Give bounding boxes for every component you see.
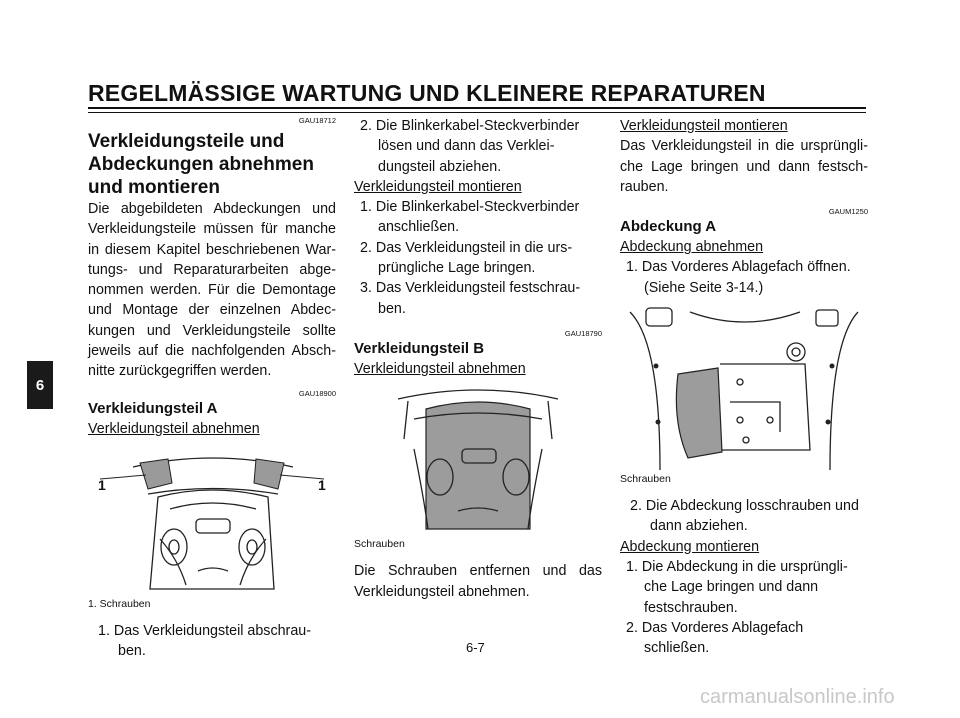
reference-code: GAU18712 bbox=[298, 116, 336, 125]
remove-label: Verkleidungsteil abnehmen bbox=[88, 420, 260, 437]
body-paragraph: Das Verkleidungsteil in die ursprüngli-che Lage bringen und dann festsch-rauben. bbox=[620, 138, 868, 195]
figure-cover-a bbox=[620, 302, 868, 470]
body-paragraph: Die Schrauben entfernen und das Verkleidungsteil abnehmen. bbox=[354, 563, 602, 600]
step-item: 1. Das Verkleidungsteil abschrau-ben. bbox=[98, 622, 311, 660]
subsection-heading: Verkleidungsteil A bbox=[88, 399, 218, 417]
step-item: 1. Die Abdeckung in die ursprüngli-che Lage bringen und dann festschrauben. bbox=[626, 558, 848, 616]
reference-code: GAU18900 bbox=[298, 388, 336, 398]
reference-code: GAUM1250 bbox=[828, 207, 868, 217]
step-item: 2. Die Abdeckung losschrauben und dann abziehen. bbox=[630, 498, 859, 535]
column-1 bbox=[88, 116, 336, 662]
figure-fairing-a bbox=[88, 439, 336, 595]
step-item: 3. Das Verkleidungsteil festschrau-ben. bbox=[360, 280, 581, 317]
scooter-front-illustration bbox=[354, 379, 602, 535]
callout-number: 1 bbox=[98, 476, 106, 493]
column-3 bbox=[620, 116, 868, 658]
header-rule bbox=[88, 107, 866, 109]
install-label: Verkleidungsteil montieren bbox=[620, 118, 788, 134]
column-2 bbox=[354, 116, 602, 602]
header-rule-thin bbox=[88, 112, 866, 113]
figure-caption: Schrauben bbox=[620, 473, 671, 486]
step-item: 2. Das Vorderes Ablagefach schließen. bbox=[626, 619, 804, 657]
remove-label: Abdeckung abnehmen bbox=[620, 239, 764, 256]
storage-compartment-illustration bbox=[620, 302, 868, 470]
subsection-heading: Verkleidungsteil B bbox=[354, 339, 485, 357]
install-label: Abdeckung montieren bbox=[620, 538, 760, 555]
step-item: 2. Die Blinkerkabel-Steckverbinder lösen und dann das Verklei-dungsteil abziehen. bbox=[360, 118, 580, 175]
remove-label: Verkleidungsteil abnehmen bbox=[354, 360, 526, 377]
step-item: 1. Die Blinkerkabel-Steckverbinder anschließen. bbox=[360, 199, 580, 236]
section-heading: Verkleidungsteile und Abdeckungen abnehmen und montieren bbox=[88, 131, 314, 198]
page-header-title: REGELMÄSSIGE WARTUNG UND KLEINERE REPARATUREN bbox=[88, 80, 766, 106]
figure-caption: 1. Schrauben bbox=[88, 597, 151, 610]
figure-caption: Schrauben bbox=[354, 538, 405, 551]
step-item: 1. Das Vorderes Ablagefach öffnen. (Siehe Seite 3-14.) bbox=[626, 259, 851, 296]
chapter-tab[interactable]: 6 bbox=[27, 361, 53, 409]
scooter-front-illustration bbox=[88, 439, 336, 595]
reference-code: GAU18790 bbox=[564, 328, 602, 338]
watermark: carmanualsonline.info bbox=[700, 686, 895, 708]
figure-fairing-b bbox=[354, 379, 602, 535]
subsection-heading: Abdeckung A bbox=[620, 218, 717, 236]
install-label: Verkleidungsteil montieren bbox=[354, 178, 522, 195]
callout-number: 1 bbox=[318, 476, 326, 493]
step-item: 2. Das Verkleidungsteil in die urs-prüngliche Lage bringen. bbox=[360, 239, 573, 277]
page-number: 6-7 bbox=[466, 640, 485, 655]
intro-paragraph: Die abgebildeten Abdeckungen und Verkleidungsteile müssen für manche in diesem Kapitel beschriebenen War-tungs- und Reparaturarbeiten abge-nommen werden. Für die Demontage und Montage der einzelnen Abdec-kungen und Verkleidungsteile sollte jeweils auf die nachfolgenden Absch-nitte zurückgegriffen werden. bbox=[88, 201, 336, 380]
